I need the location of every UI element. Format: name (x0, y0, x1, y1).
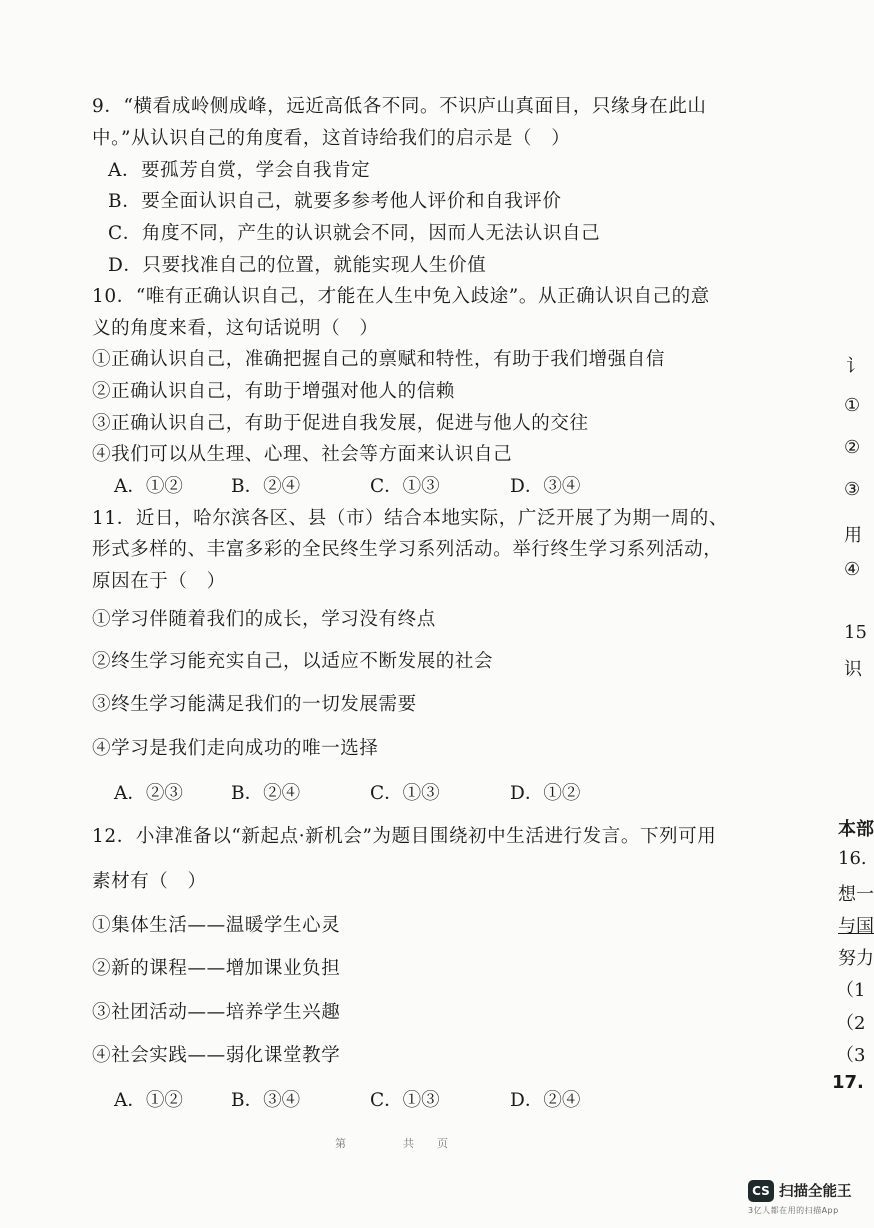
choice-b: B．③④ (231, 1090, 301, 1111)
fragment: （1 (836, 980, 866, 1001)
choice-a: A．①② (114, 1090, 183, 1111)
choice-b: B．②④ (231, 783, 301, 804)
fragment: 用 (844, 525, 862, 546)
choice-c: C．①③ (370, 1090, 440, 1111)
question-11-statement-2: ②终生学习能充实自己，以适应不断发展的社会 (92, 651, 494, 672)
choice-a: A．①② (114, 476, 183, 497)
choice-b: B．②④ (231, 476, 301, 497)
camscanner-logo-icon: CS (748, 1180, 774, 1202)
scanner-watermark (746, 1178, 867, 1228)
choice-a: A．②③ (114, 783, 183, 804)
adjacent-page-fragment (830, 0, 874, 1228)
question-9-option-c: C．角度不同，产生的认识就会不同，因而人无法认识自己 (108, 223, 601, 244)
question-10-statement-2: ②正确认识自己，有助于增强对他人的信赖 (92, 381, 455, 402)
choice-c: C．①③ (370, 476, 440, 497)
question-9-line-1: 9．“横看成岭侧成峰，远近高低各不同。不识庐山真面目，只缘身在此山 (92, 96, 707, 117)
fragment: 本部 (838, 819, 874, 840)
fragment: 识 (844, 659, 862, 680)
fragment: 讠 (846, 356, 864, 377)
fragment: 努力 (838, 948, 874, 969)
question-9-option-b: B．要全面认识自己，就要多参考他人评价和自我评价 (108, 191, 562, 212)
fragment: ④ (844, 559, 861, 580)
question-11-statement-4: ④学习是我们走向成功的唯一选择 (92, 738, 379, 759)
question-10-line-1: 10．“唯有正确认识自己，才能在人生中免入歧途”。从正确认识自己的意 (92, 286, 710, 307)
choice-d: D．①② (510, 783, 581, 804)
question-12-line-1: 12．小津准备以“新起点·新机会”为题目围绕初中生活进行发言。下列可用 (92, 826, 717, 847)
question-9-line-2: 中。”从认识自己的角度看，这首诗给我们的启示是（ ） (92, 128, 571, 149)
question-11-statement-3: ③终生学习能满足我们的一切发展需要 (92, 694, 417, 715)
choice-c: C．①③ (370, 783, 440, 804)
fragment: 想一 (838, 884, 874, 905)
fragment: 与国 (838, 916, 874, 937)
question-11-line-1: 11．近日，哈尔滨各区、县（市）结合本地实际，广泛开展了为期一周的、 (92, 508, 728, 529)
question-10-line-2: 义的角度来看，这句话说明（ ） (92, 318, 379, 339)
fragment: 17. (832, 1072, 864, 1093)
fragment: ① (844, 395, 861, 416)
fragment: （3 (836, 1045, 866, 1066)
watermark-app-name: 扫描全能王 (779, 1184, 852, 1200)
question-12-statement-4: ④社会实践——弱化课堂教学 (92, 1045, 341, 1066)
question-11-statement-1: ①学习伴随着我们的成长，学习没有终点 (92, 609, 436, 630)
fragment: ② (844, 437, 861, 458)
question-9-option-d: D．只要找准自己的位置，就能实现人生价值 (108, 255, 487, 276)
fragment: ③ (844, 479, 861, 500)
question-10-statement-4: ④我们可以从生理、心理、社会等方面来认识自己 (92, 444, 513, 465)
question-11-line-2: 形式多样的、丰富多彩的全民终生学习系列活动。举行终生学习系列活动， (92, 539, 723, 560)
question-12-statement-3: ③社团活动——培养学生兴趣 (92, 1002, 341, 1023)
question-12-statement-2: ②新的课程——增加课业负担 (92, 958, 341, 979)
fragment: （2 (836, 1013, 866, 1034)
question-9-option-a: A．要孤芳自赏，学会自我肯定 (108, 160, 371, 181)
question-12-statement-1: ①集体生活——温暖学生心灵 (92, 915, 341, 936)
question-12-line-2: 素材有（ ） (92, 871, 207, 892)
watermark-tagline: 3亿人都在用的扫描App (748, 1206, 839, 1215)
fragment: 16. (838, 848, 867, 869)
choice-d: D．③④ (510, 476, 581, 497)
question-11-line-3: 原因在于（ ） (92, 571, 226, 592)
question-10-statement-3: ③正确认识自己，有助于促进自我发展，促进与他人的交往 (92, 413, 589, 434)
question-10-statement-1: ①正确认识自己，准确把握自己的禀赋和特性，有助于我们增强自信 (92, 349, 666, 370)
fragment: 15 (844, 622, 867, 643)
page-footer-smudge: 第 共 页 (335, 1137, 454, 1150)
choice-d: D．②④ (510, 1090, 581, 1111)
